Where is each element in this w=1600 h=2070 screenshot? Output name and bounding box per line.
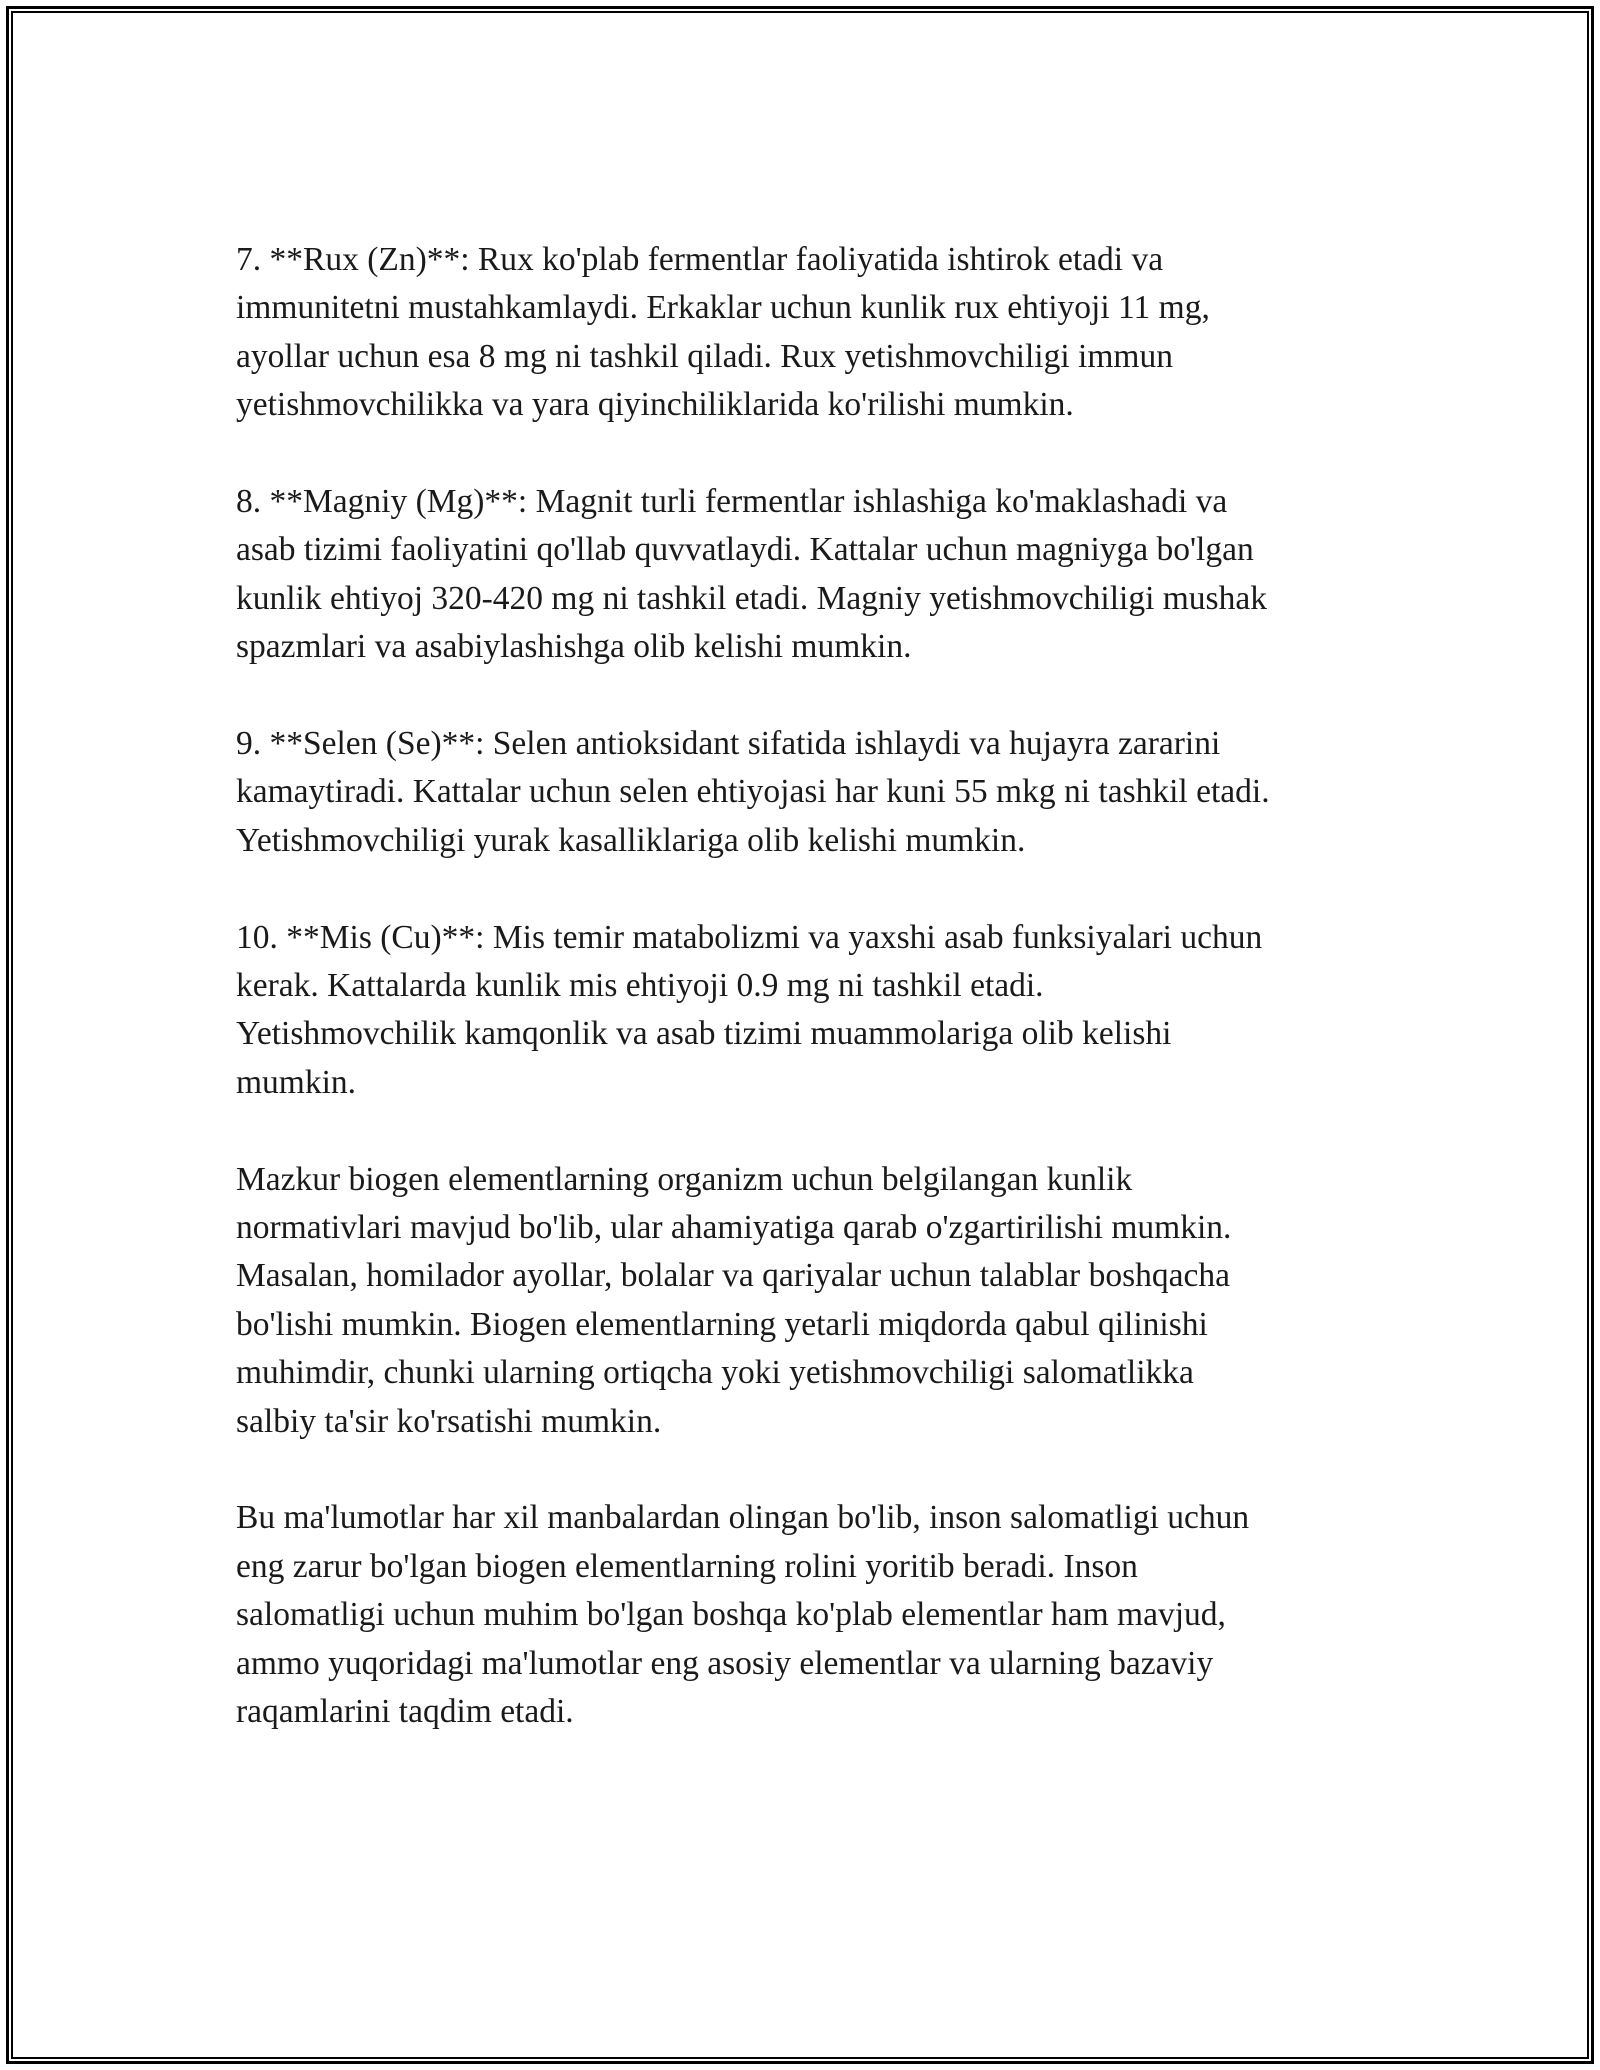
paragraph-copper: 10. **Mis (Cu)**: Mis temir matabolizmi va yaxshi asab funksiyalari uchun kerak. Kattalarda kunlik mis ehtiyoji 0.9 mg ni tashkil etadi. Yetishmovchilik kamqonlik va asab tizimi muammolariga olib kelishi mumkin.: [236, 918, 1263, 1101]
paragraph-magnesium: 8. **Magniy (Mg)**: Magnit turli fermentlar ishlashiga ko'maklashadi va asab tizimi faoliyatini qo'llab quvvatlaydi. Kattalar uchun magniyga bo'lgan kunlik ehtiyoj 320-420 mg ni tashkil etadi. Magniy yetishmovchiligi mushak spazmlari va asabiylashishga olib kelishi mumkin.: [236, 483, 1267, 666]
paragraph-selenium: 9. **Selen (Se)**: Selen antioksidant sifatida ishlaydi va hujayra zararini kamaytiradi. Kattalar uchun selen ehtiyojasi har kuni 55 mkg ni tashkil etadi. Yetishmovchiligi yurak kasalliklariga olib kelishi mumkin.: [236, 725, 1270, 859]
paragraph-zinc: 7. **Rux (Zn)**: Rux ko'plab fermentlar faoliyatida ishtirok etadi va immunitetni mustahkamlaydi. Erkaklar uchun kunlik rux ehtiyoji 11 mg, ayollar uchun esa 8 mg ni tashkil qiladi. Rux yetishmovchiligi immun yetishmovchilikka va yara qiyinchiliklarida ko'rilishi mumkin.: [236, 241, 1210, 424]
paragraph-conclusion: Bu ma'lumotlar har xil manbalardan olingan bo'lib, inson salomatligi uchun eng zarur bo'lgan biogen elementlarning rolini yoritib beradi. Inson salomatligi uchun muhim bo'lgan boshqa ko'plab elementlar ham mavjud, ammo yuqoridagi ma'lumotlar eng asosiy elementlar va ularning bazaviy raqamlarini taqdim etadi.: [236, 1499, 1250, 1731]
document-body: [236, 236, 1376, 1785]
paragraph-daily-norms: Mazkur biogen elementlarning organizm uchun belgilangan kunlik normativlari mavjud bo'lib, ular ahamiyatiga qarab o'zgartirilishi mumkin. Masalan, homilador ayollar, bolalar va qariyalar uchun talablar boshqacha bo'lishi mumkin. Biogen elementlarning yetarli miqdorda qabul qilinishi muhimdir, chunki ularning ortiqcha yoki yetishmovchiligi salomatlikka salbiy ta'sir ko'rsatishi mumkin.: [236, 1160, 1232, 1440]
